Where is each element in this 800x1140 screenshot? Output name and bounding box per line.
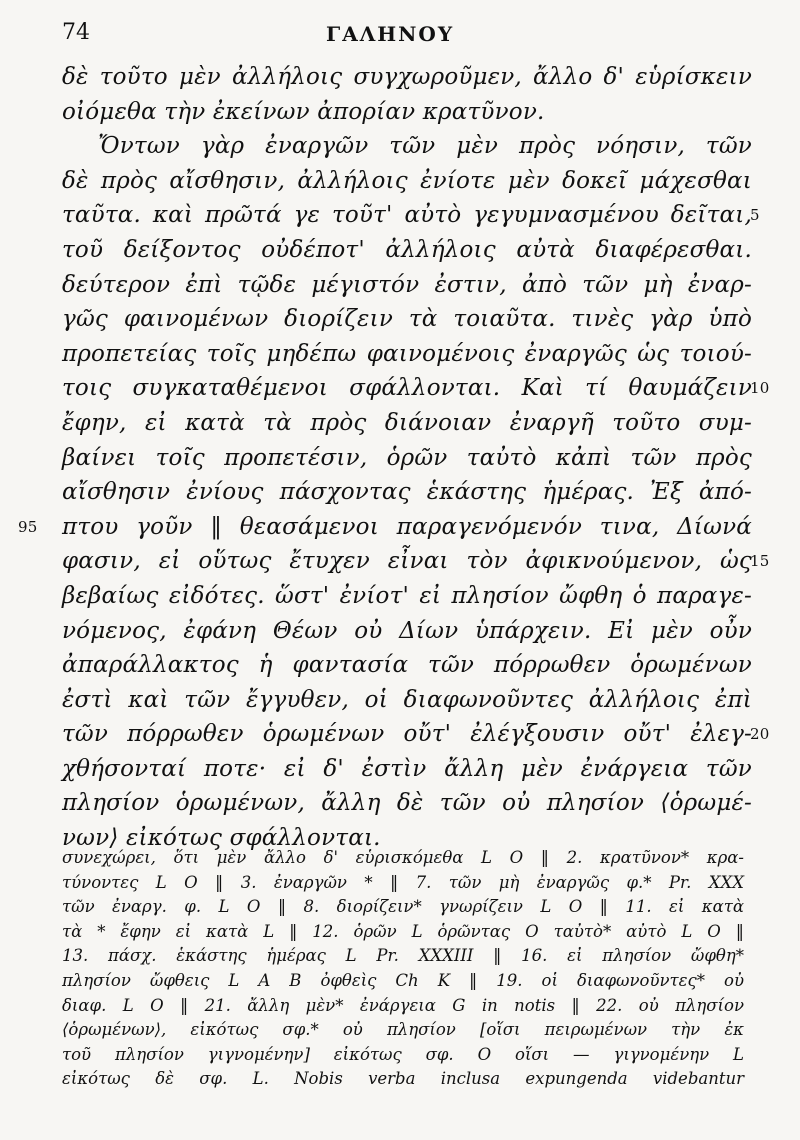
text-line-content: βεβαίως εἰδότες. ὥστ' ἐνίοτ' εἰ πλησίον ὤφθη ὁ παραγε-	[62, 582, 752, 609]
text-line-content: πλησίον ὁρωμένων, ἄλλη δὲ τῶν οὐ πλησίον ⟨ὁρωμέ-	[62, 790, 752, 817]
text-line-content: Ὄντων γὰρ ἐναργῶν τῶν μὲν πρὸς νόησιν, τῶν	[98, 133, 752, 160]
note-line: τῶν ἐναργ. φ. L O ‖ 8. διορίζειν* γνωρίζειν L O ‖ 11. εἰ κατὰ	[62, 897, 744, 917]
text-line	[62, 95, 752, 130]
text-line	[62, 648, 752, 683]
note-line: διαφ. L O ‖ 21. ἄλλη μὲν* ἐνάργεια G in notis ‖ 22. οὐ πλησίον	[62, 995, 744, 1015]
text-line-content: ταῦτα. καὶ πρῶτά γε τοῦτ' αὐτὸ γεγυμνασμένου δεῖται,	[62, 202, 752, 229]
text-line-content: φασιν, εἰ οὕτως ἔτυχεν εἶναι τὸν ἀφικνούμενον, ὡς	[62, 548, 752, 575]
note-line: 13. πάσχ. ἑκάστης ἡμέρας L Pr. XXXIII ‖ 16. εἰ πλησίον ὤφθη*	[62, 946, 744, 966]
text-line	[62, 786, 752, 821]
text-line-content: αἴσθησιν ἐνίους πάσχοντας ἑκάστης ἡμέρας. Ἐξ ἀπό-	[62, 479, 752, 506]
text-line	[18, 510, 752, 545]
text-line	[62, 337, 752, 372]
text-line	[62, 544, 770, 579]
page-header	[62, 20, 742, 54]
text-line-content: ἐστὶ καὶ τῶν ἔγγυθεν, οἱ διαφωνοῦντες ἀλλήλοις ἐπὶ	[62, 686, 752, 713]
text-line	[62, 717, 770, 752]
edition-page-number: 95	[18, 517, 38, 536]
text-line-content: τοις συγκαταθέμενοι σφάλλονται. Καὶ τί θαυμάζειν	[62, 375, 752, 402]
text-line-content: δεύτερον ἐπὶ τῷδε μέγιστόν ἐστιν, ἀπὸ τῶν μὴ ἐναρ-	[62, 271, 752, 298]
note-line: τὰ * ἔφην εἰ κατὰ L ‖ 12. ὁρῶν L ὁρῶντας O ταὐτὸ* αὐτὸ L O ‖	[62, 921, 744, 941]
note-line: τοῦ πλησίον γιγνομένην] εἰκότως σφ. O οἵσι — γιγνομένην L	[62, 1044, 744, 1064]
text-line-content: οἰόμεθα τὴν ἐκείνων ἀπορίαν κρατῦνον.	[62, 98, 545, 125]
note-line: ⟨ὁρωμένων⟩, εἰκότως σφ.* οὐ πλησίον [οἵσι πειρωμένων τὴν ἐκ	[62, 1020, 744, 1040]
text-line	[62, 164, 752, 199]
text-line-content: ἀπαράλλακτος ἡ φαντασία τῶν πόρρωθεν ὁρωμένων	[62, 652, 752, 679]
text-line	[62, 752, 752, 787]
text-line-content: προπετείας τοῖς μηδέπω φαινομένοις ἐναργῶς ὡς τοιού-	[62, 340, 752, 367]
text-line-content: δὲ τοῦτο μὲν ἀλλήλοις συγχωροῦμεν, ἄλλο δ' εὑρίσκειν	[62, 64, 752, 90]
text-line-content: χθήσονταί ποτε· εἰ δ' ἐστὶν ἄλλη μὲν ἐνάργεια τῶν	[62, 755, 752, 782]
text-line-content: τοῦ δείξοντος οὐδέποτ' ἀλλήλοις αὐτὰ διαφέρεσθαι.	[62, 236, 752, 263]
text-line	[62, 129, 752, 164]
text-line	[62, 268, 752, 303]
text-line	[62, 441, 752, 476]
note-line: εἰκότως δὲ σφ. L. Nobis verba inclusa expungenda videbantur	[62, 1069, 744, 1089]
line-number: 20	[750, 725, 770, 744]
text-line-content: πτου γοῦν ‖ θεασάμενοι παραγενόμενόν τινα, Δίωνά	[62, 513, 752, 540]
text-line-content: νων⟩ εἰκότως σφάλλονται.	[62, 825, 381, 852]
text-line	[62, 683, 752, 718]
text-line-content: γῶς φαινομένων διορίζειν τὰ τοιαῦτα. τινὲς γὰρ ὑπὸ	[62, 306, 752, 333]
text-line	[62, 475, 752, 510]
note-line: τύνοντες L O ‖ 3. ἐναργῶν * ‖ 7. τῶν μὴ ἐναργῶς φ.* Pr. XXX	[62, 872, 744, 892]
main-text	[18, 60, 770, 856]
text-line	[62, 233, 752, 268]
note-line: πλησίον ὤφθεις L A B ὀφθεὶς Ch K ‖ 19. οἱ διαφωνοῦντες* οὐ	[62, 970, 744, 990]
text-line-content: δὲ πρὸς αἴσθησιν, ἀλλήλοις ἐνίοτε μὲν δοκεῖ μάχεσθαι	[62, 167, 752, 194]
note-line: συνεχώρει, ὅτι μὲν ἄλλο δ' εὑρισκόμεθα L O ‖ 2. κρατῦνον* κρα-	[62, 848, 744, 867]
line-number: 10	[750, 379, 770, 398]
text-line	[62, 614, 752, 649]
text-line	[62, 60, 752, 95]
text-line-content: ἔφην, εἰ κατὰ τὰ πρὸς διάνοιαν ἐναργῆ τοῦτο συμ-	[62, 409, 752, 436]
text-line	[62, 302, 752, 337]
running-head: ΓΑΛΗΝΟΥ	[326, 22, 455, 46]
page-number: 74	[62, 20, 90, 45]
text-line	[62, 406, 752, 441]
critical-apparatus	[62, 846, 744, 1092]
text-line	[62, 371, 770, 406]
text-line-content: νόμενος, ἐφάνη Θέων οὐ Δίων ὑπάρχειν. Εἰ μὲν οὖν	[62, 617, 752, 644]
text-line	[62, 198, 760, 233]
line-number: 15	[750, 552, 770, 571]
text-line-content: βαίνει τοῖς προπετέσιν, ὁρῶν ταὐτὸ κἀπὶ τῶν πρὸς	[62, 444, 752, 471]
text-line	[62, 579, 752, 614]
text-line-content: τῶν πόρρωθεν ὁρωμένων οὔτ' ἐλέγξουσιν οὔτ' ἐλεγ-	[62, 721, 752, 748]
line-number: 5	[750, 206, 760, 225]
